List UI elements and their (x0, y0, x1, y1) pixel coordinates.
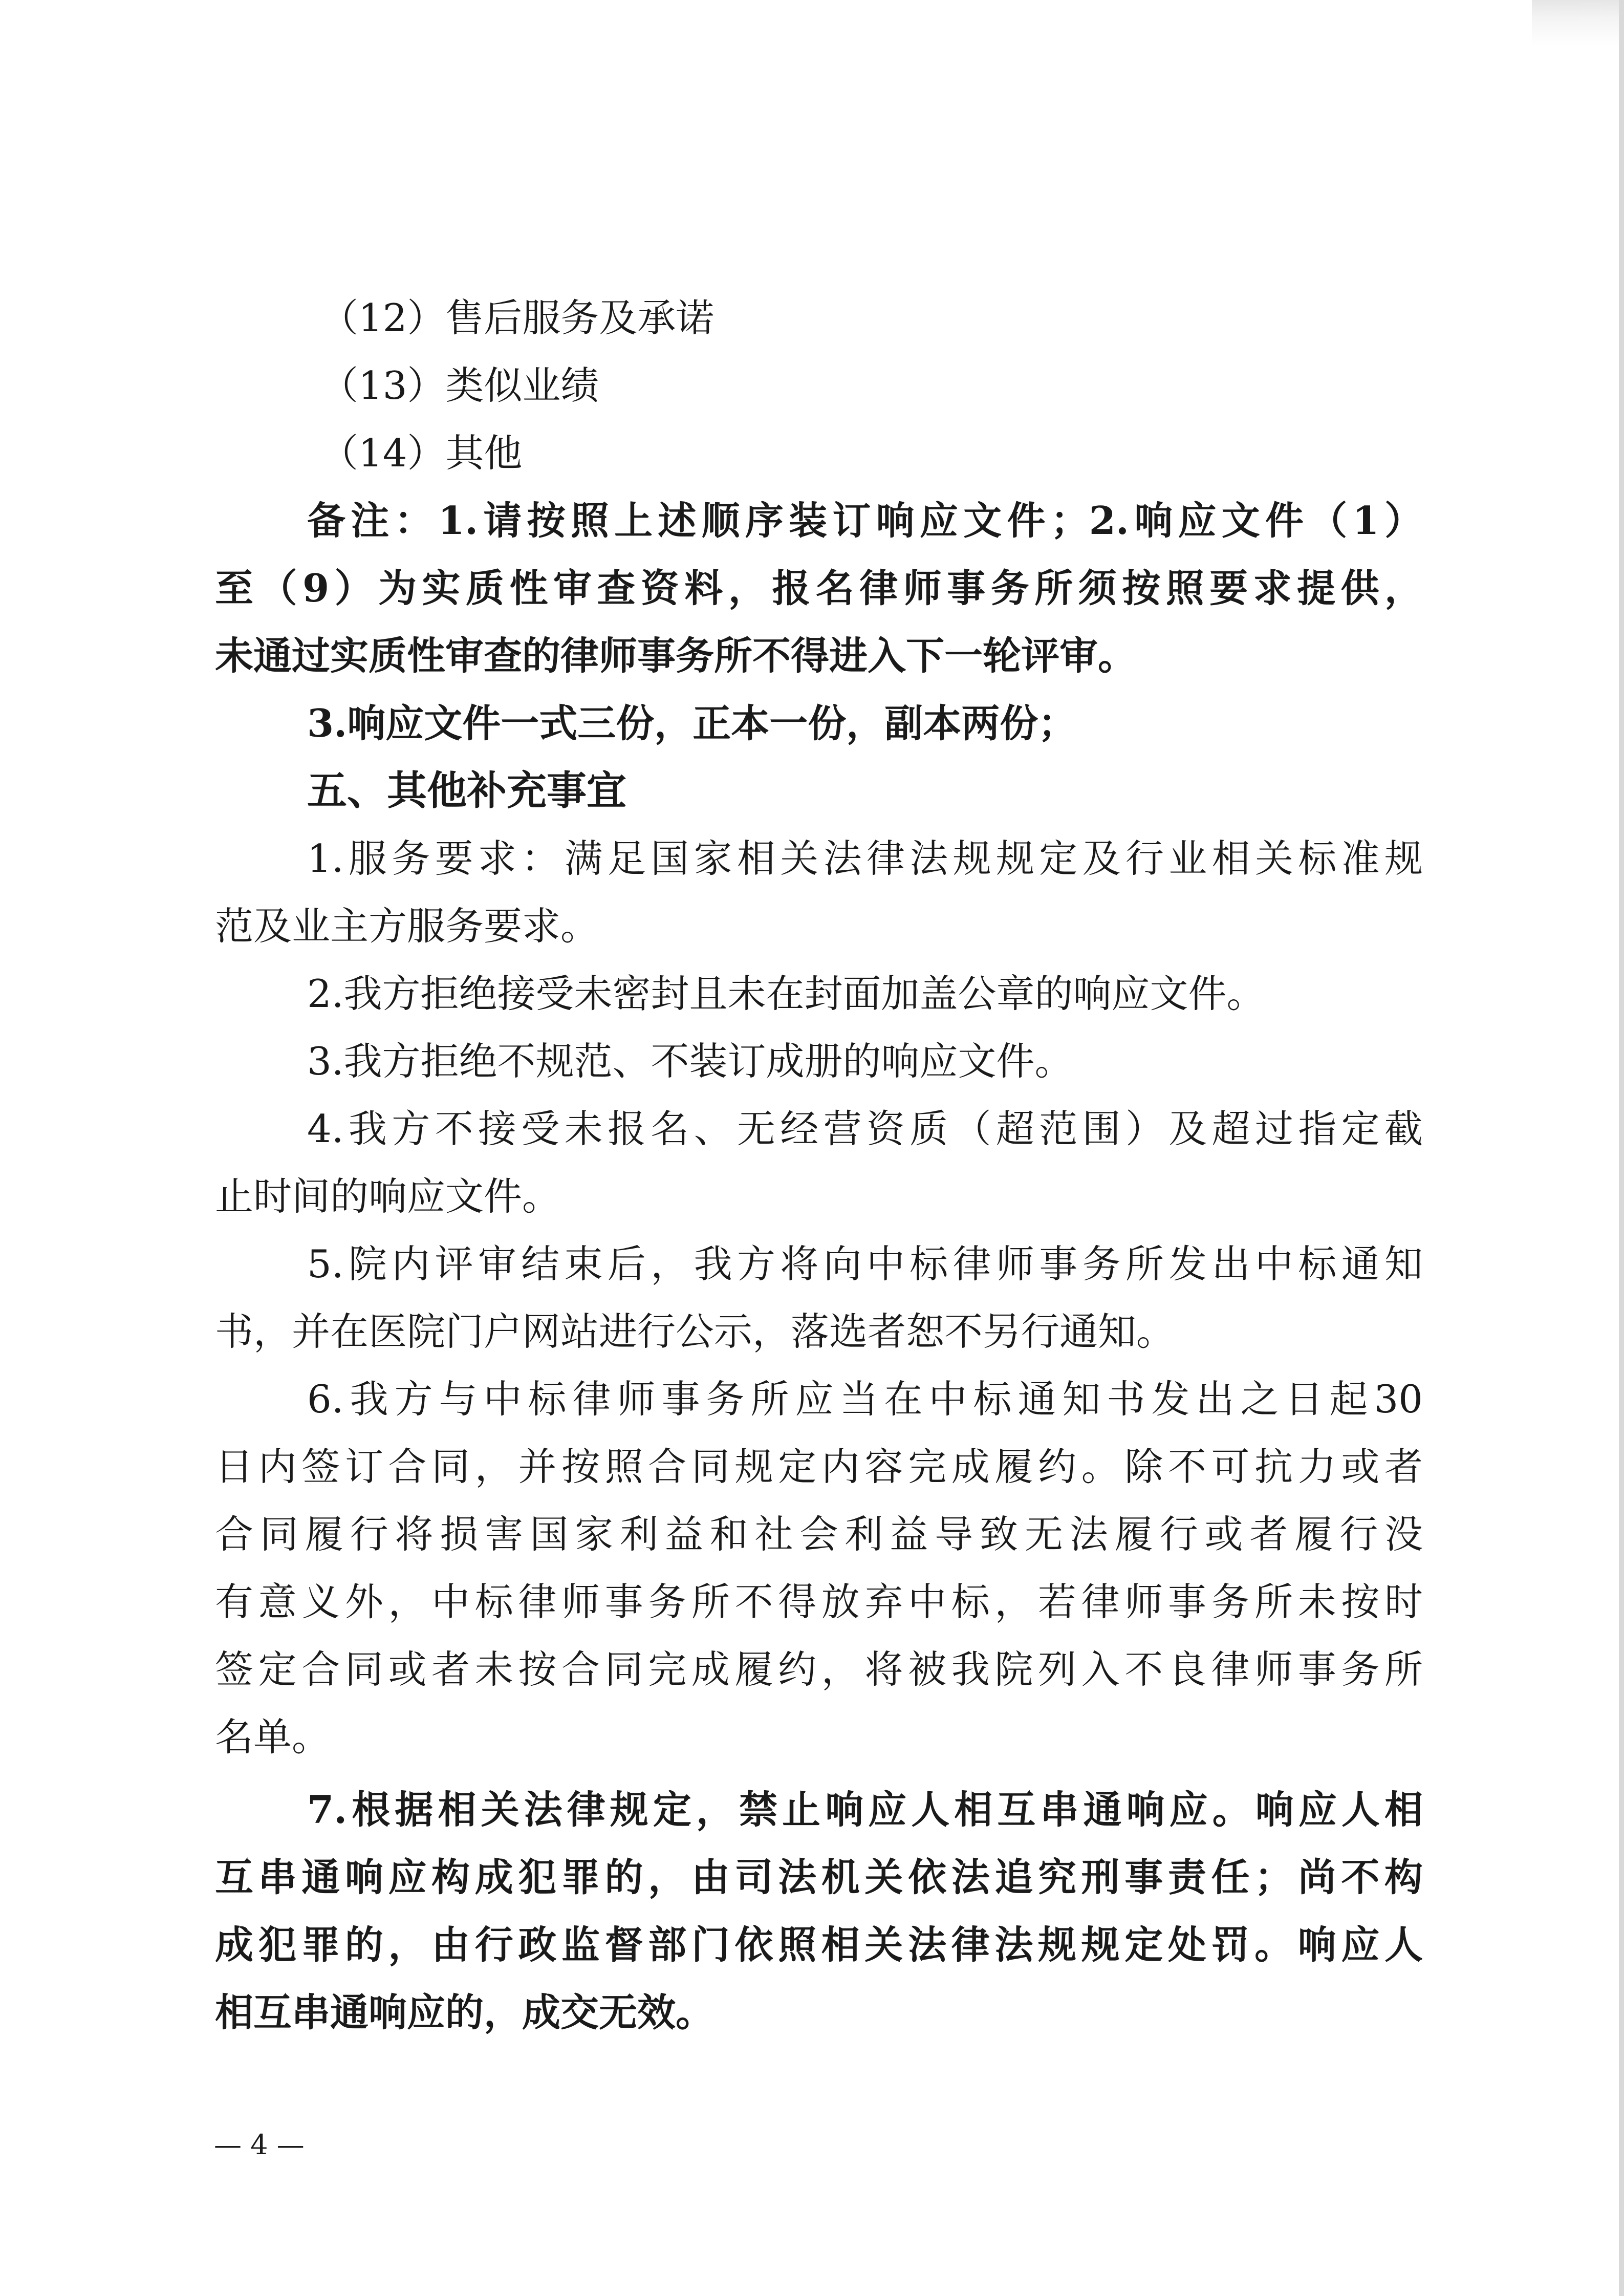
scan-edge-border (1619, 0, 1624, 2296)
section-heading: 五、其他补充事宜 (307, 768, 627, 814)
document-body (215, 284, 1423, 2046)
paragraph-line: 签定合同或者未按合同完成履约，将被我院列入不良律师事务所 (215, 1647, 1423, 1692)
paragraph-line: 1.服务要求：满足国家相关法律法规规定及行业相关标准规 (307, 836, 1423, 881)
page-number: — 4 — (214, 2129, 305, 2161)
paragraph-line: 止时间的响应文件。 (215, 1174, 561, 1219)
paragraph-line: 相互串通响应的，成交无效。 (215, 1990, 714, 2035)
paragraph-line: 6.我方与中标律师事务所应当在中标通知书发出之日起30 (307, 1377, 1423, 1422)
paragraph-line: 名单。 (215, 1714, 331, 1759)
paragraph-line: 5.院内评审结束后，我方将向中标律师事务所发出中标通知 (307, 1241, 1423, 1286)
list-item-12: （12）售后服务及承诺 (320, 295, 714, 340)
paragraph-line: 合同履行将损害国家利益和社会利益导致无法履行或者履行没 (215, 1512, 1423, 1557)
paragraph-service-requirements (215, 825, 1423, 960)
scan-edge-shadow (1532, 0, 1624, 46)
paragraph-line: 有意义外，中标律师事务所不得放弃中标，若律师事务所未按时 (215, 1579, 1423, 1624)
note-copies: 3.响应文件一式三份，正本一份，副本两份； (307, 701, 1077, 746)
note-line: 至（9）为实质性审查资料，报名律师事务所须按照要求提供， (215, 566, 1423, 611)
paragraph-sealed-documents: 2.我方拒绝接受未密封且未在封面加盖公章的响应文件。 (307, 971, 1265, 1016)
note-line: 备注：1.请按照上述顺序装订响应文件；2.响应文件（1） (307, 498, 1423, 543)
paragraph-line: 4.我方不接受未报名、无经营资质（超范围）及超过指定截 (307, 1106, 1423, 1151)
paragraph-line: 7.根据相关法律规定，禁止响应人相互串通响应。响应人相 (307, 1787, 1423, 1832)
note-line: 未通过实质性审查的律师事务所不得进入下一轮评审。 (215, 633, 1137, 678)
list-item-13: （13）类似业绩 (320, 363, 599, 408)
paragraph-collusion (215, 1776, 1423, 2046)
paragraph-award-notice (215, 1230, 1423, 1365)
paragraph-binding: 3.我方拒绝不规范、不装订成册的响应文件。 (307, 1039, 1073, 1084)
paragraph-contract-signing (215, 1365, 1423, 1771)
paragraph-line: 成犯罪的，由行政监督部门依照相关法律法规规定处罚。响应人 (215, 1922, 1423, 1967)
paragraph-line: 日内签订合同，并按照合同规定内容完成履约。除不可抗力或者 (215, 1444, 1423, 1489)
list-item-14: （14）其他 (320, 431, 523, 476)
paragraph-gap (215, 1771, 1423, 1776)
paragraph-line: 范及业主方服务要求。 (215, 904, 599, 949)
note-paragraph (215, 487, 1423, 690)
paragraph-line: 书，并在医院门户网站进行公示，落选者恕不另行通知。 (215, 1309, 1175, 1354)
paragraph-line: 互串通响应构成犯罪的，由司法机关依法追究刑事责任；尚不构 (215, 1855, 1423, 1900)
paragraph-qualification (215, 1095, 1423, 1230)
